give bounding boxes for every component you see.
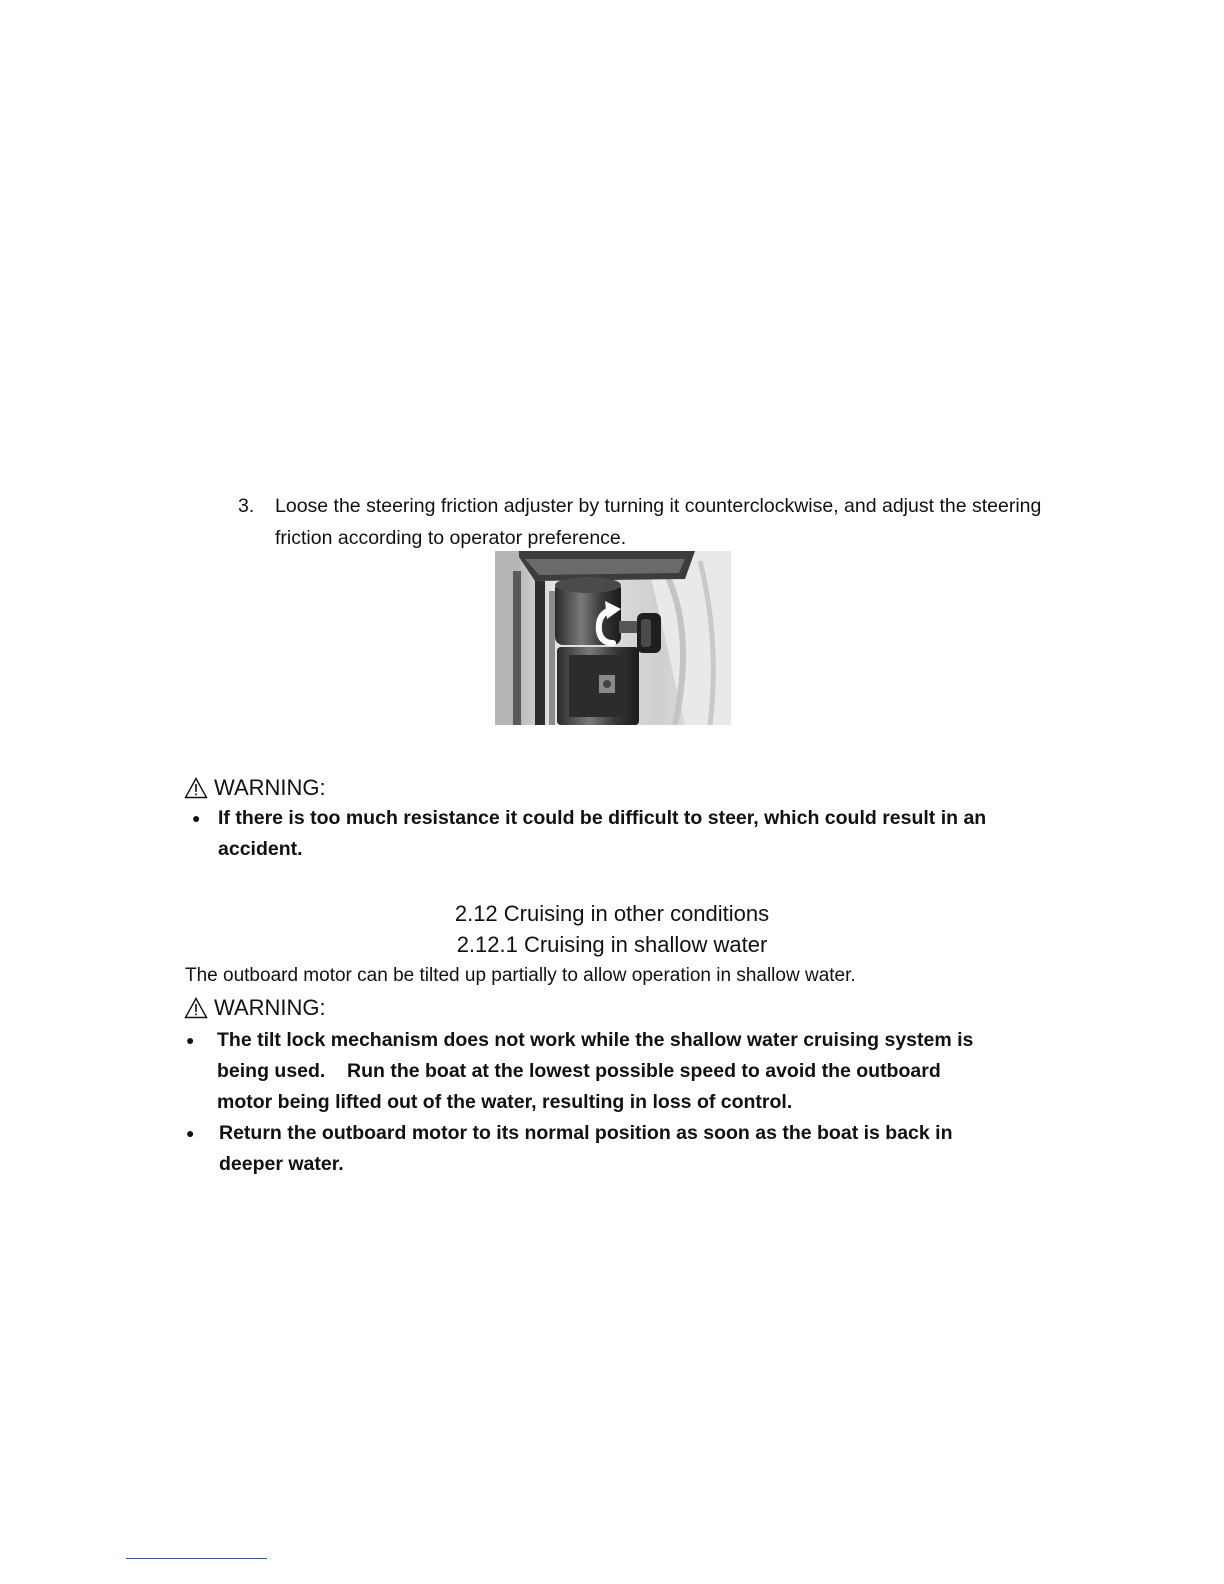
list-item	[186, 1025, 986, 1118]
warning-2-list	[186, 1025, 986, 1180]
step-text: Loose the steering friction adjuster by turning it counterclockwise, and adjust the steering friction according to operator preference.	[275, 495, 1042, 549]
warning-1-list	[192, 803, 1072, 865]
warning-label: WARNING:	[214, 775, 326, 800]
section-subtitle: 2.12.1 Cruising in shallow water	[456, 932, 768, 957]
bullet-text: The tilt lock mechanism does not work while the shallow water cruising system is being used. Run the boat at the lowest possible speed to avoid the outboard motor being lifted out of the water, resulting in loss of control.	[217, 1029, 979, 1113]
list-item	[186, 1118, 986, 1180]
steering-friction-photo	[495, 551, 731, 725]
warning-label: WARNING:	[214, 995, 326, 1020]
bullet-icon: ●	[192, 810, 201, 826]
section-intro: The outboard motor can be tilted up partially to allow operation in shallow water.	[185, 965, 856, 986]
bullet-text: Return the outboard motor to its normal position as soon as the boat is back in deeper water.	[219, 1122, 953, 1175]
section-title: 2.12 Cruising in other conditions	[454, 901, 770, 926]
warning-heading-1	[184, 773, 326, 803]
warning-triangle-icon	[184, 997, 208, 1019]
bullet-icon: ●	[186, 1032, 195, 1048]
step-3	[238, 490, 1068, 554]
step-number: 3.	[238, 495, 255, 517]
steering-friction-adjuster-photo-icon	[495, 551, 731, 725]
bullet-text: If there is too much resistance it could be difficult to steer, which could result in an accident.	[218, 807, 987, 860]
bullet-icon: ●	[186, 1125, 195, 1141]
warning-triangle-icon	[184, 777, 208, 799]
footnote-rule	[126, 1558, 267, 1559]
list-item	[192, 803, 1072, 865]
warning-heading-2	[184, 993, 326, 1023]
